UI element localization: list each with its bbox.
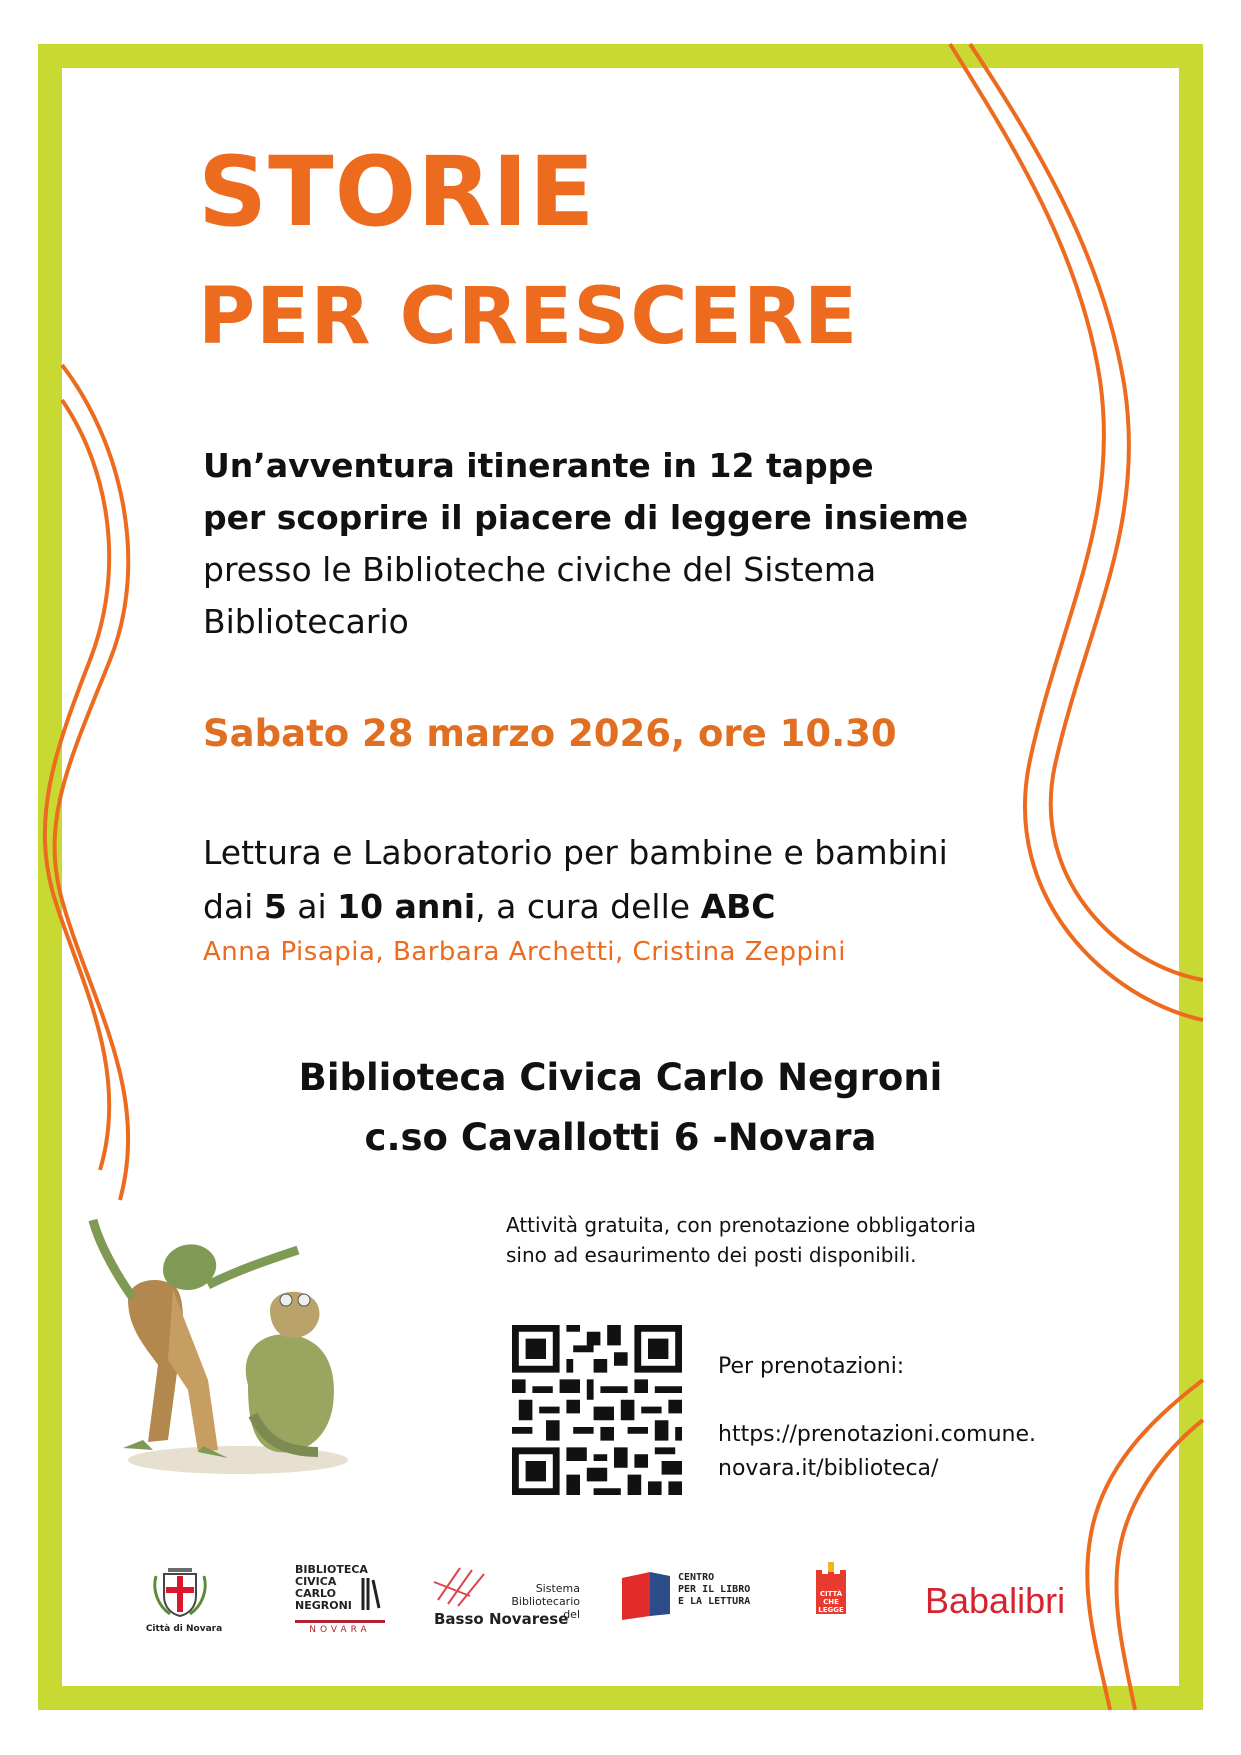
intro-bold-line-1: Un’avventura itinerante in 12 tappe	[203, 446, 874, 485]
description-mid: ai	[286, 887, 338, 926]
event-description	[203, 826, 948, 934]
sistema-l1: Sistema	[535, 1582, 580, 1595]
centro-l1: CENTRO	[678, 1572, 715, 1583]
biblioteca-l3: CARLO	[295, 1587, 337, 1600]
age-from: 5	[263, 887, 287, 926]
description-pre: dai	[203, 887, 264, 926]
description-post: , a cura delle	[475, 887, 701, 926]
title-line-2: PER CRESCERE	[198, 272, 859, 362]
intro-line-3: presso le Biblioteche civiche del Sistema	[203, 550, 877, 589]
notice-line-2: sino ad esaurimento dei posti disponibili.	[506, 1243, 917, 1267]
centro-l3: E LA LETTURA	[678, 1596, 751, 1607]
novara-label: Città di Novara	[145, 1624, 223, 1634]
novara-crest-icon	[150, 1560, 210, 1622]
notice-line-1: Attività gratuita, con prenotazione obbligatoria	[506, 1213, 976, 1237]
sistema-l3: Basso Novarese	[434, 1610, 569, 1628]
intro-bold-line-2: per scoprire il piacere di leggere insieme	[203, 498, 969, 537]
biblioteca-l1: BIBLIOTECA	[295, 1563, 368, 1576]
citta-l2: CHE LEGGE	[818, 1598, 844, 1614]
sistema-l2: Bibliotecario del	[511, 1595, 580, 1621]
sistema-swirl-icon	[430, 1560, 500, 1610]
booking-url-line-1[interactable]: https://prenotazioni.comune.	[718, 1422, 1037, 1447]
venue-address: c.so Cavallotti 6 -Novara	[364, 1116, 877, 1159]
biblioteca-l2: CIVICA	[295, 1575, 337, 1588]
intro-line-4: Bibliotecario	[203, 602, 409, 641]
authors: Anna Pisapia, Barbara Archetti, Cristina Zeppini	[203, 937, 846, 967]
booking-url-line-2[interactable]: novara.it/biblioteca/	[718, 1456, 939, 1481]
booking-label: Per prenotazioni:	[718, 1354, 905, 1379]
partner-logos	[145, 1560, 1110, 1650]
centro-l2: PER IL LIBRO	[678, 1584, 751, 1595]
citta-l1: CITTÀ	[819, 1590, 843, 1598]
venue-name: Biblioteca Civica Carlo Negroni	[298, 1056, 943, 1099]
booking-info	[718, 1350, 1036, 1486]
babalibri-logo: Babalibri	[925, 1580, 1066, 1621]
venue	[0, 1048, 1241, 1168]
description-line-1: Lettura e Laboratorio per bambine e bambini	[203, 833, 948, 872]
biblioteca-l5: NOVARA	[295, 1620, 385, 1635]
event-date: Sabato 28 marzo 2026, ore 10.30	[203, 712, 897, 755]
group-name: ABC	[700, 887, 776, 926]
qr-code[interactable]	[512, 1325, 682, 1495]
frog-and-toad-illustration	[88, 1190, 358, 1480]
intro-text	[203, 440, 968, 648]
biblioteca-l4: NEGRONI	[295, 1599, 352, 1612]
age-to: 10 anni	[337, 887, 476, 926]
notice	[506, 1210, 976, 1270]
title-line-1: STORIE	[198, 136, 596, 248]
novara-logo	[145, 1560, 223, 1634]
book-spines-icon	[361, 1576, 381, 1612]
open-book-icon	[620, 1568, 672, 1620]
